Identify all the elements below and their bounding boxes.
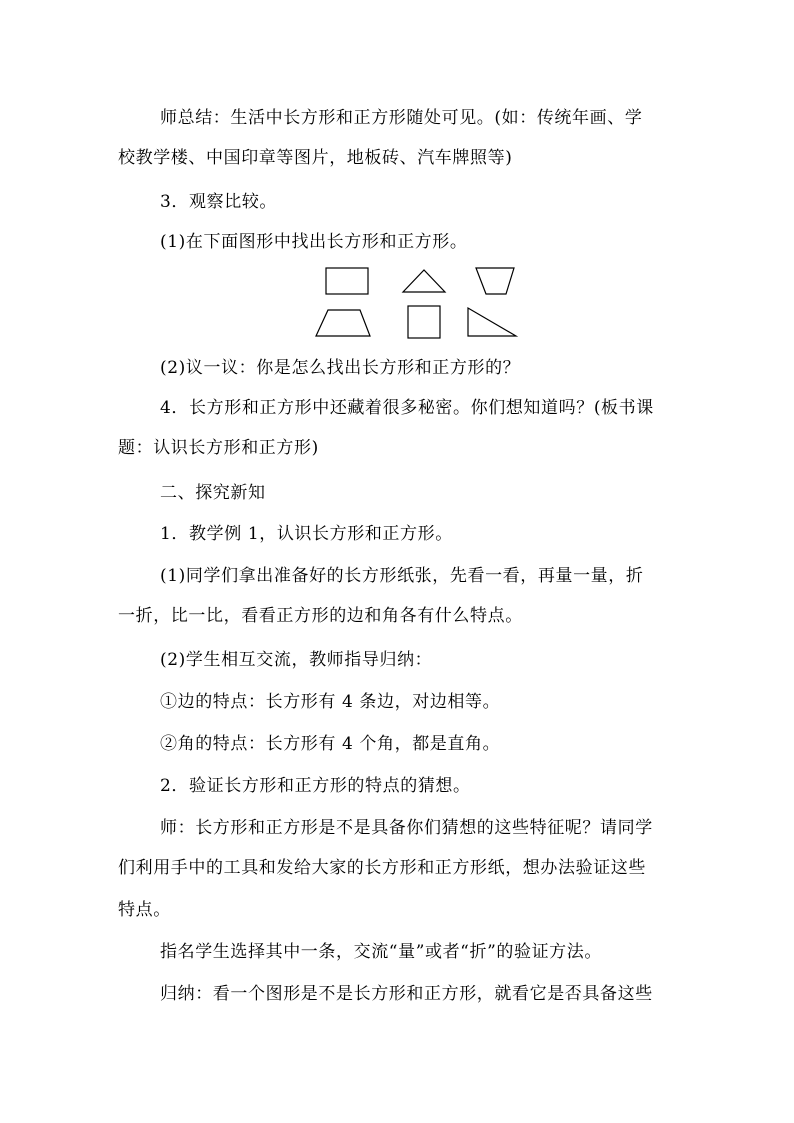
line-p2: 3．观察比较。 (160, 192, 278, 212)
line-p12a: 师：长方形和正方形是不是具备你们猜想的这些特征呢？请同学 (160, 818, 653, 838)
line-p4: (2)议一议：你是怎么找出长方形和正方形的？ (160, 358, 521, 378)
line-p1b: 校教学楼、中国印章等图片，地板砖、汽车牌照等) (118, 148, 513, 168)
line-p5b: 题：认识长方形和正方形) (118, 438, 319, 458)
line-p8: (2)学生相互交流，教师指导归纳： (160, 650, 433, 670)
square-shape (408, 306, 440, 338)
line-p12b: 们利用手中的工具和发给大家的长方形和正方形纸，想办法验证这些 (118, 858, 646, 878)
line-p14: 归纳：看一个图形是不是长方形和正方形，就看它是否具备这些 (160, 984, 653, 1004)
parallelogram-shape (476, 268, 514, 294)
line-p9: ①边的特点：长方形有 4 条边，对边相等。 (160, 692, 501, 712)
shapes-figure (300, 262, 530, 342)
line-p6: 1．教学例 1，认识长方形和正方形。 (160, 524, 453, 544)
line-p10: ②角的特点：长方形有 4 个角，都是直角。 (160, 734, 501, 754)
line-p7a: (1)同学们拿出准备好的长方形纸张，先看一看，再量一量，折 (160, 566, 644, 586)
line-p3: (1)在下面图形中找出长方形和正方形。 (160, 232, 468, 252)
line-p11: 2．验证长方形和正方形的特点的猜想。 (160, 776, 471, 796)
section-heading: 二、探究新知 (160, 483, 266, 503)
line-p12c: 特点。 (118, 900, 171, 920)
triangle-shape-2 (468, 308, 516, 336)
line-p5a: 4．长方形和正方形中还藏着很多秘密。你们想知道吗？(板书课 (160, 398, 654, 418)
line-p1a: 师总结：生活中长方形和正方形随处可见。(如：传统年画、学 (160, 108, 643, 128)
right-triangle-shape (403, 270, 445, 292)
line-p7b: 一折，比一比，看看正方形的边和角各有什么特点。 (118, 606, 523, 626)
trapezoid-shape (316, 310, 370, 336)
rectangle-shape (326, 268, 368, 294)
line-p13: 指名学生选择其中一条，交流“量”或者“折”的验证方法。 (160, 942, 602, 962)
